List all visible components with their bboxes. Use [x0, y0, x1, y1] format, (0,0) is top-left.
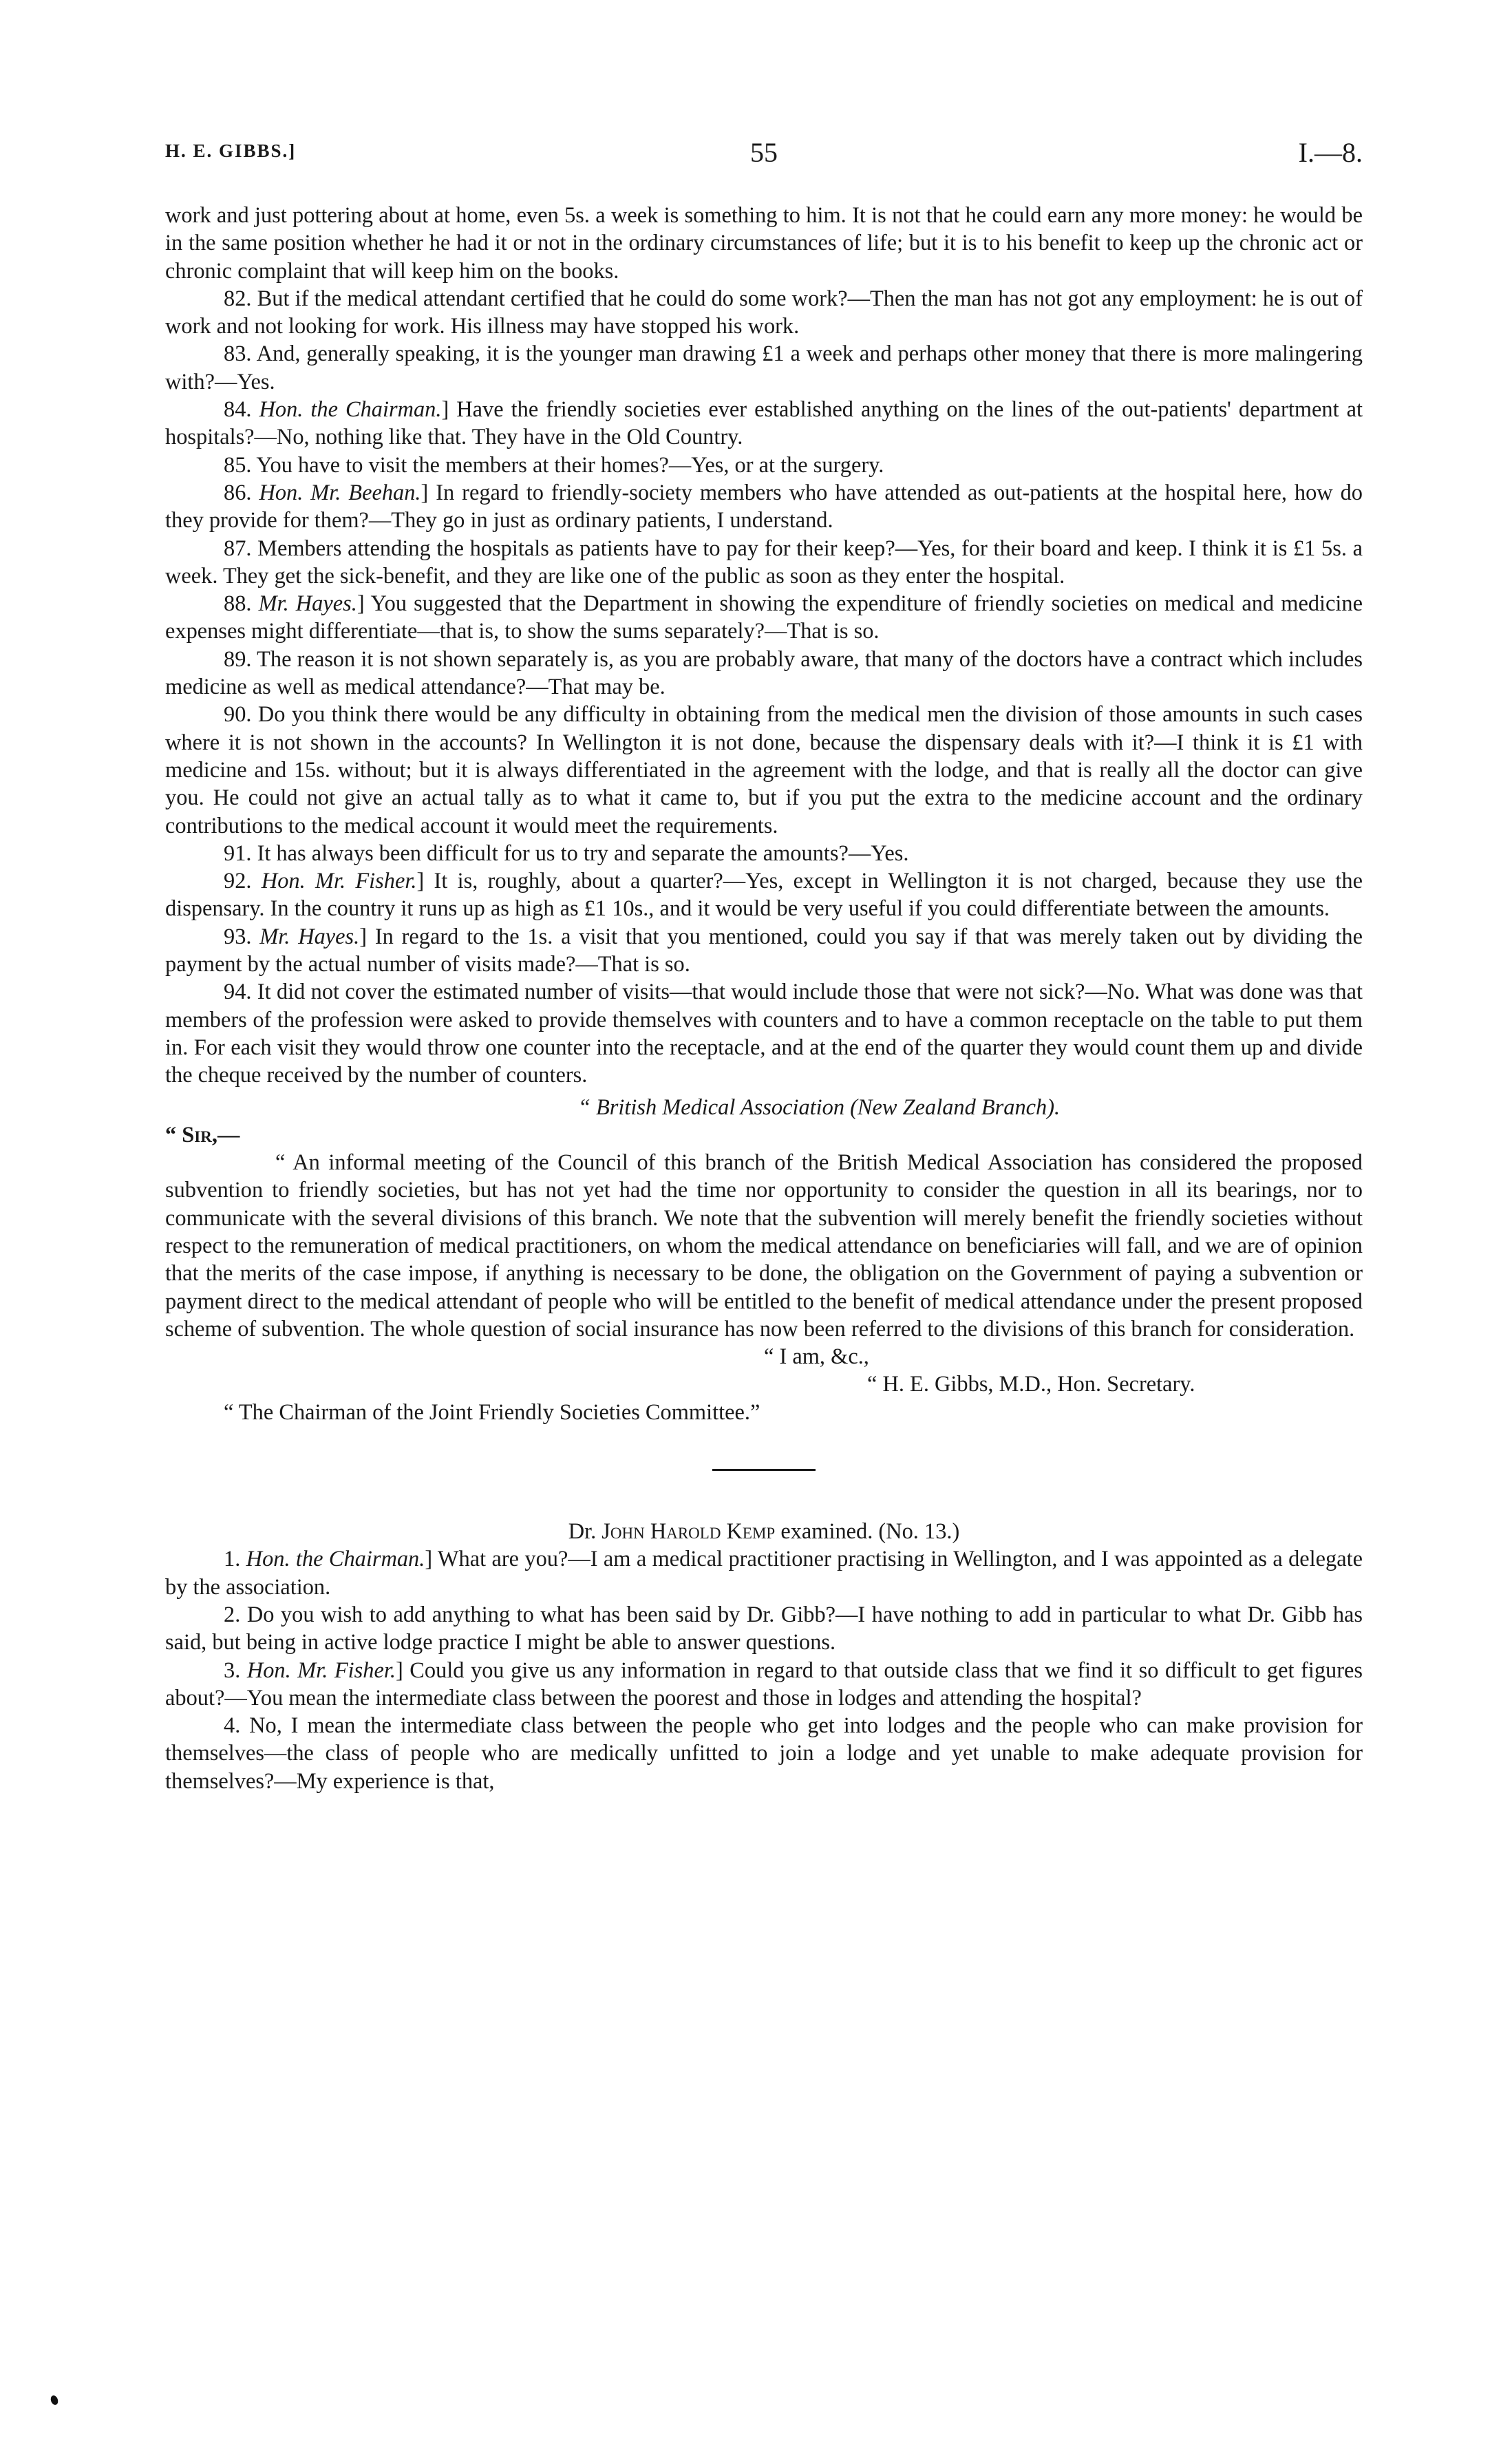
speaker-name: Hon. Mr. Fisher. — [261, 869, 417, 894]
question-text: ] Could you give us any information in regard to that outside class that we find it so difficult to get figures about?—You mean the intermediate class between the poorest and those in lodges and attending the hospital? — [165, 1657, 1363, 1710]
question-84 — [165, 396, 1363, 452]
letter-body: “ An informal meeting of the Council of this branch of the British Medical Association has considered the proposed subvention to friendly societies, but has not yet had the time nor opportunity to consider the question in all its bearings, nor to communicate with the several divisions of this branch. We note that the subvention will merely benefit the friendly societies without respect to the remuneration of medical practitioners, on whom the medical attendance on beneficiaries will fall, and we are of opinion that the merits of the case impose, if anything is necessary to be done, the obligation on the Government of paying a subvention or payment direct to the medical attendant of people who will be entitled to the benefit of medical attendance under the present proposed scheme of subvention. The whole question of social insurance has now been referred to the divisions of this branch for consideration. — [165, 1150, 1363, 1342]
question-number: 84. — [224, 397, 259, 423]
letter-addressee: “ The Chairman of the Joint Friendly Societies Committee.” — [224, 1399, 760, 1425]
question-94: 94. It did not cover the estimated number of visits—that would include those that were not sick?—No. What was done was that members of the profession were asked to provide themselves with counters and to have a common receptacle on the table to put them in. For each visit they would throw one counter into the receptacle, and at the end of the quarter they would count them up and divide the cheque received by the number of counters. — [165, 979, 1363, 1088]
page-body — [165, 202, 1363, 1795]
speaker-name: Hon. the Chairman. — [246, 1547, 425, 1572]
question-86 — [165, 479, 1363, 535]
witness-suffix: examined. (No. 13.) — [775, 1519, 960, 1545]
page-number: 55 — [750, 137, 778, 168]
witness-title: Dr. — [568, 1519, 602, 1545]
question-89: 89. The reason it is not shown separately is, as you are probably aware, that many of the doctors have a contract which includes medicine as well as medical attendance?—That may be. — [165, 646, 1363, 700]
kemp-question-4: 4. No, I mean the intermediate class between the people who get into lodges and the people who can make provision for themselves—the class of people who are medically unfitted to join a lodge and yet unable to make adequate provision for themselves?—My experience is that, — [165, 1713, 1363, 1794]
speaker-name: Hon. Mr. Beehan. — [259, 480, 421, 505]
kemp-question-1 — [165, 1545, 1363, 1601]
question-text: ] What are you?—I am a medical practitioner practising in Wellington, and I was appointed as a delegate by the association. — [165, 1547, 1363, 1600]
question-number: 3. — [224, 1657, 247, 1683]
question-91: 91. It has always been difficult for us to try and separate the amounts?—Yes. — [224, 840, 909, 866]
letter-heading: “ British Medical Association (New Zealand Branch). — [577, 1094, 1061, 1120]
question-number: 93. — [224, 924, 260, 949]
letter-salutation: “ Sir,— — [165, 1122, 240, 1147]
question-number: 1. — [224, 1547, 246, 1572]
ink-spot-mark — [50, 2395, 59, 2406]
question-number: 86. — [224, 480, 259, 505]
page-header — [165, 136, 1363, 171]
question-text: ] It is, roughly, about a quarter?—Yes, except in Wellington it is not charged, because they use the dispensary. In the country it runs up as high as £1 10s., and it would be very useful if you could differentiate between the amounts. — [165, 869, 1363, 922]
kemp-question-2: 2. Do you wish to add anything to what has been said by Dr. Gibb?—I have nothing to add in particular to what Dr. Gibb has said, but being in active lodge practice I might be able to answer questions. — [165, 1602, 1363, 1655]
question-82: 82. But if the medical attendant certified that he could do some work?—Then the man has not got any employment: he is out of work and not looking for work. His illness may have stopped his work. — [165, 286, 1363, 339]
kemp-question-3 — [165, 1657, 1363, 1713]
speaker-name: Mr. Hayes. — [259, 924, 360, 949]
question-85: 85. You have to visit the members at their homes?—Yes, or at the surgery. — [224, 452, 884, 478]
question-88 — [165, 590, 1363, 646]
running-head-witness: H. E. GIBBS.] — [165, 140, 297, 161]
question-number: 92. — [224, 869, 262, 894]
question-93 — [165, 923, 1363, 979]
question-text: ] You suggested that the Department in showing the expenditure of friendly societies on medical and medicine expenses might differentiate—that is, to show the sums separately?—That is so. — [165, 591, 1363, 644]
question-87: 87. Members attending the hospitals as patients have to pay for their keep?—Yes, for their board and keep. I think it is £1 5s. a week. They get the sick-benefit, and they are like one of the public as soon as they enter the hospital. — [165, 536, 1363, 589]
question-number: 88. — [224, 591, 259, 617]
speaker-name: Mr. Hayes. — [258, 591, 357, 617]
paragraph-continuation: work and just pottering about at home, even 5s. a week is something to him. It is not that he could earn any more money: he would be in the same position whether he had it or not in the ordinary circumstances of life; but it is to his benefit to keep up the chronic act or chronic complaint that will keep him on the books. — [165, 203, 1363, 284]
speaker-name: Hon. the Chairman. — [259, 397, 442, 423]
question-92 — [165, 867, 1363, 923]
speaker-name: Hon. Mr. Fisher. — [246, 1657, 396, 1683]
section-divider — [712, 1469, 816, 1471]
question-text: ] In regard to friendly-society members who have attended as out-patients at the hospital here, how do they provide for them?—They go in just as ordinary patients, I understand. — [165, 480, 1363, 533]
question-90: 90. Do you think there would be any difficulty in obtaining from the medical men the division of those amounts in such cases where it is not shown in the accounts? In Wellington it is not done, because the dispensary deals with it?—I think it is £1 with medicine and 15s. without; but it is always differentiated in the agreement with the lodge, and that is really all the doctor can give you. He could not give an actual tally as to what it came to, but if you put the extra to the medicine account and the ordinary contributions to the medical account it would meet the requirements. — [165, 702, 1363, 838]
question-text: ] In regard to the 1s. a visit that you mentioned, could you say if that was merely taken out by dividing the payment by the actual number of visits made?—That is so. — [165, 924, 1363, 977]
question-text: ] Have the friendly societies ever established anything on the lines of the out-patients' department at hospitals?—No, nothing like that. They have in the Old Country. — [165, 397, 1363, 450]
witness-name: John Harold Kemp — [601, 1519, 776, 1545]
document-reference: I.—8. — [1298, 137, 1363, 168]
letter-signature: “ H. E. Gibbs, M.D., Hon. Secretary. — [867, 1372, 1195, 1397]
question-83: 83. And, generally speaking, it is the younger man drawing £1 a week and perhaps other money that there is more malingering with?—Yes. — [165, 341, 1363, 394]
witness-heading — [165, 1518, 1363, 1545]
letter-closing: “ I am, &c., — [764, 1344, 869, 1370]
